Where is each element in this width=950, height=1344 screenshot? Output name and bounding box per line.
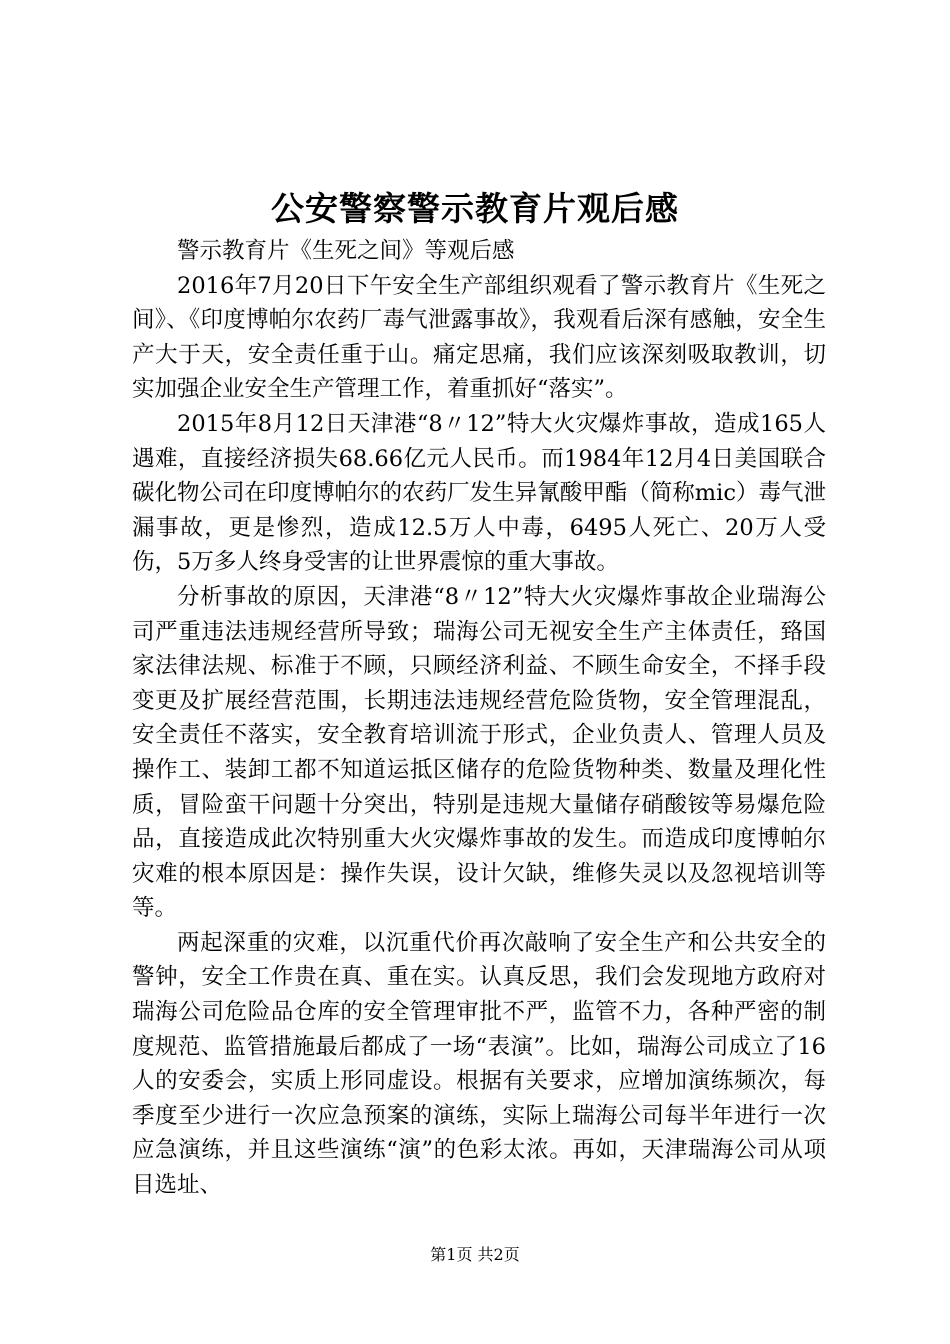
page-footer: 第1页 共2页 xyxy=(430,1245,520,1264)
body-paragraph: 2015年8月12日天津港“8〃12”特大火灾爆炸事故，造成165人遇难，直接经济损失68.66亿元人民币。而1984年12月4日美国联合碳化物公司在印度博帕尔的农药厂发生异氰酸甲酯（简称mic）毒气泄漏事故，更是惨烈，造成12.5万人中毒，6495人死亡、20万人受伤，5万多人终身受害的让世界震惊的重大事故。 xyxy=(132,410,826,576)
body-paragraph: 2016年7月20日下午安全生产部组织观看了警示教育片《生死之间》、《印度博帕尔农药厂毒气泄露事故》，我观看后深有感触，安全生产大于天，安全责任重于山。痛定思痛，我们应该深刻吸取教训，切实加强企业安全生产管理工作，着重抓好“落实”。 xyxy=(132,272,826,403)
document-title: 公安警察警示教育片观后感 xyxy=(271,189,679,228)
document-body xyxy=(132,234,826,1203)
body-paragraph: 两起深重的灾难，以沉重代价再次敲响了安全生产和公共安全的警钟，安全工作贵在真、重在实。认真反思，我们会发现地方政府对瑞海公司危险品仓库的安全管理审批不严，监管不力，各种严密的制度规范、监管措施最后都成了一场“表演”。比如，瑞海公司成立了16人的安委会，实质上形同虚设。根据有关要求，应增加演练频次，每季度至少进行一次应急预案的演练，实际上瑞海公司每半年进行一次应急演练，并且这些演练“演”的色彩太浓。再如，天津瑞海公司从项目选址、 xyxy=(132,929,826,1199)
body-paragraph: 分析事故的原因，天津港“8〃12”特大火灾爆炸事故企业瑞海公司严重违法违规经营所导致；瑞海公司无视安全生产主体责任，臵国家法律法规、标准于不顾，只顾经济利益、不顾生命安全，不择手段变更及扩展经营范围，长期违法违规经营危险货物，安全管理混乱，安全责任不落实，安全教育培训流于形式，企业负责人、管理人员及操作工、装卸工都不知道运抵区储存的危险货物种类、数量及理化性质，冒险蛮干问题十分突出，特别是违规大量储存硝酸铵等易爆危险品，直接造成此次特别重大火灾爆炸事故的发生。而造成印度博帕尔灾难的根本原因是：操作失误，设计欠缺，维修失灵以及忽视培训等等。 xyxy=(132,583,826,922)
subtitle-paragraph: 警示教育片《生死之间》等观后感 xyxy=(177,238,515,264)
